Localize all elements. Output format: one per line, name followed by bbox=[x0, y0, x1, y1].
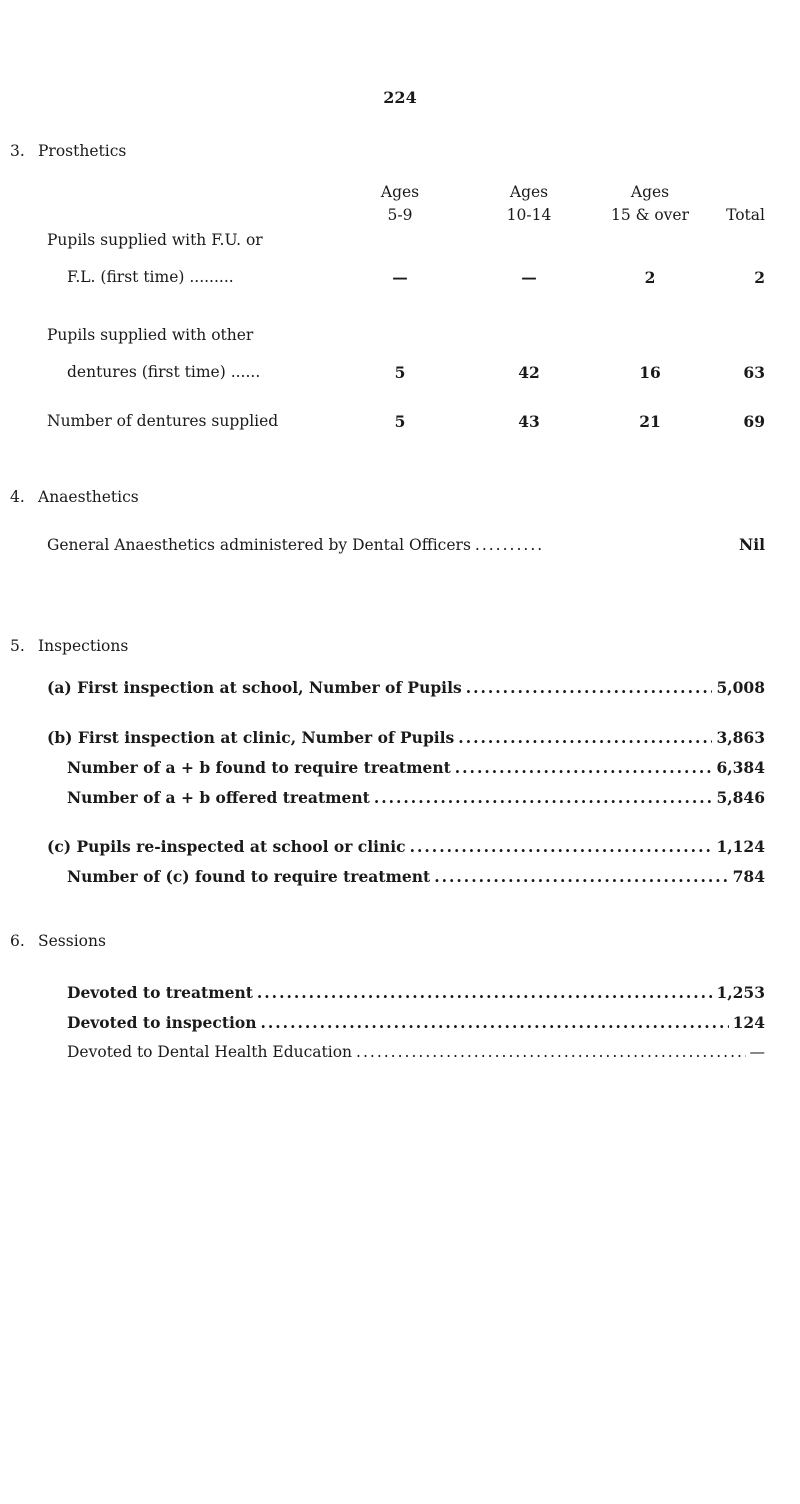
section-title: Inspections bbox=[38, 637, 129, 655]
section-number: 6. bbox=[10, 932, 25, 950]
cell-value: — bbox=[392, 268, 408, 287]
section-number: 4. bbox=[10, 488, 25, 506]
row-other-dentures-label-line1: Pupils supplied with other bbox=[47, 326, 254, 344]
cell-value: 5 bbox=[394, 412, 406, 431]
header-ages-15-over-line1: Ages bbox=[630, 183, 670, 201]
leader-dots bbox=[356, 1043, 745, 1061]
line-value: 1,253 bbox=[716, 983, 765, 1002]
line-label: Devoted to inspection bbox=[67, 1013, 257, 1032]
leader-dots bbox=[434, 867, 728, 886]
line-label: (b) First inspection at clinic, Number of Pupils bbox=[47, 728, 455, 747]
line-value: 3,863 bbox=[716, 728, 765, 747]
line-value: 784 bbox=[732, 867, 765, 886]
section-inspections-heading bbox=[10, 637, 128, 655]
leader-dots bbox=[475, 536, 543, 554]
sessions-line-treatment bbox=[67, 983, 765, 1002]
line-label: (a) First inspection at school, Number of Pupils bbox=[47, 678, 462, 697]
leader-dots bbox=[466, 678, 713, 697]
anaesthetics-line bbox=[47, 535, 765, 554]
leader-dots bbox=[455, 758, 713, 777]
inspection-line-ab-offered bbox=[67, 788, 765, 807]
section-title: Sessions bbox=[38, 932, 106, 950]
line-label: Number of a + b found to require treatment bbox=[67, 758, 451, 777]
row-number-dentures-label: Number of dentures supplied bbox=[47, 412, 279, 430]
sessions-line-inspection bbox=[67, 1013, 765, 1032]
line-value: 1,124 bbox=[716, 837, 765, 856]
section-title: Prosthetics bbox=[38, 142, 127, 160]
cell-total: 2 bbox=[754, 268, 765, 287]
inspection-line-c bbox=[47, 837, 765, 856]
cell-total: 63 bbox=[743, 363, 765, 382]
header-ages-5-9-line1: Ages bbox=[380, 183, 420, 201]
row-other-dentures-label-line2: dentures (first time) ...... bbox=[67, 363, 261, 381]
section-title: Anaesthetics bbox=[38, 488, 139, 506]
header-ages-15-over-line2: 15 & over bbox=[610, 206, 690, 224]
leader-dots bbox=[374, 788, 713, 807]
page-number: 224 bbox=[383, 88, 417, 107]
inspection-line-b bbox=[47, 728, 765, 747]
inspection-line-c-require bbox=[67, 867, 765, 886]
cell-value: 16 bbox=[639, 363, 661, 382]
line-label: Number of a + b offered treatment bbox=[67, 788, 370, 807]
line-label: Devoted to Dental Health Education bbox=[67, 1043, 353, 1061]
row-fu-fl-label-line1: Pupils supplied with F.U. or bbox=[47, 231, 263, 249]
leader-dots bbox=[260, 1013, 728, 1032]
leader-dots bbox=[458, 728, 712, 747]
header-ages-5-9-line2: 5-9 bbox=[387, 206, 413, 224]
cell-total: 69 bbox=[743, 412, 765, 431]
cell-value: 21 bbox=[639, 412, 661, 431]
row-fu-fl-label-line2: F.L. (first time) ......... bbox=[67, 268, 234, 286]
section-number: 5. bbox=[10, 637, 25, 655]
leader-dots bbox=[410, 837, 713, 856]
line-value: — bbox=[749, 1043, 765, 1061]
line-value: 5,846 bbox=[716, 788, 765, 807]
cell-value: — bbox=[521, 268, 537, 287]
header-ages-10-14-line2: 10-14 bbox=[506, 206, 552, 224]
cell-value: 43 bbox=[518, 412, 540, 431]
line-value: 124 bbox=[732, 1013, 765, 1032]
line-label: (c) Pupils re-inspected at school or clinic bbox=[47, 837, 406, 856]
line-label: Devoted to treatment bbox=[67, 983, 253, 1002]
header-total: Total bbox=[726, 206, 765, 224]
section-sessions-heading bbox=[10, 932, 106, 950]
line-value: Nil bbox=[739, 535, 765, 554]
cell-value: 42 bbox=[518, 363, 540, 382]
line-label: Number of (c) found to require treatment bbox=[67, 867, 431, 886]
cell-value: 5 bbox=[394, 363, 406, 382]
header-ages-10-14-line1: Ages bbox=[509, 183, 549, 201]
leader-dots bbox=[257, 983, 713, 1002]
line-value: 6,384 bbox=[716, 758, 765, 777]
section-prosthetics-heading bbox=[10, 142, 126, 160]
cell-value: 2 bbox=[644, 268, 656, 287]
inspection-line-a bbox=[47, 678, 765, 697]
sessions-line-education bbox=[67, 1043, 765, 1061]
line-label: General Anaesthetics administered by Dental Officers bbox=[47, 536, 471, 554]
section-number: 3. bbox=[10, 142, 25, 160]
inspection-line-ab-require bbox=[67, 758, 765, 777]
section-anaesthetics-heading bbox=[10, 488, 139, 506]
line-value: 5,008 bbox=[716, 678, 765, 697]
